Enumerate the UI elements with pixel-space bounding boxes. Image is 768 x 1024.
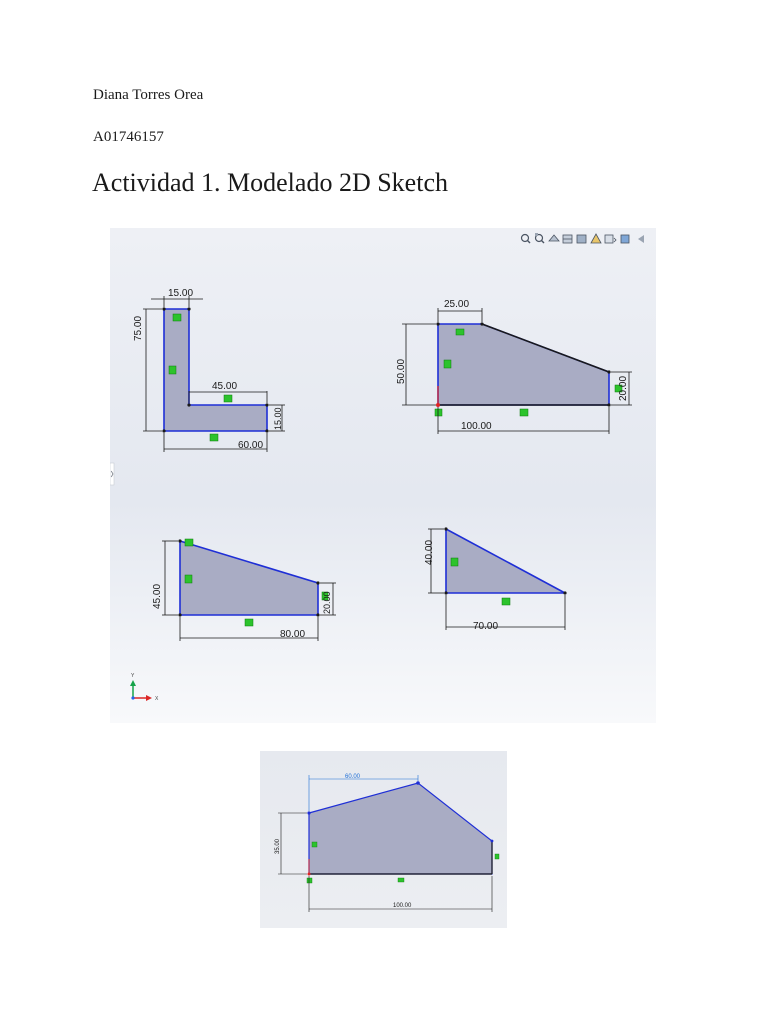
view-orientation-icon[interactable] bbox=[577, 235, 586, 243]
axis-y-label: Y bbox=[131, 673, 135, 679]
dim-trap-bottom-width[interactable]: 100.00 bbox=[461, 421, 492, 432]
sketch-screenshot-1 bbox=[110, 228, 656, 723]
dim-slant-right-height[interactable]: 20.00 bbox=[322, 591, 332, 614]
dim-left-height[interactable]: 35.00 bbox=[275, 838, 281, 854]
sketch-screenshot-2 bbox=[260, 751, 507, 928]
dim-trap-top-width[interactable]: 25.00 bbox=[444, 299, 470, 310]
dim-l-bottom-width[interactable]: 60.00 bbox=[238, 440, 264, 451]
dim-slant-bottom-width[interactable]: 80.00 bbox=[280, 629, 306, 640]
dim-top-span[interactable]: 60.00 bbox=[345, 774, 361, 780]
section-view-icon[interactable] bbox=[563, 235, 572, 243]
dim-trap-left-height[interactable]: 50.00 bbox=[396, 358, 407, 384]
author-name: Diana Torres Orea bbox=[93, 87, 204, 103]
dim-slant-left-height[interactable]: 45.00 bbox=[152, 583, 163, 609]
dim-l-height[interactable]: 75.00 bbox=[133, 315, 144, 341]
dim-l-inner-width[interactable]: 45.00 bbox=[212, 381, 238, 392]
dim-l-right-height[interactable]: 15.00 bbox=[273, 407, 283, 430]
dim-bottom-width[interactable]: 100.00 bbox=[393, 903, 412, 909]
viewport-background bbox=[110, 228, 656, 723]
dim-tri-base[interactable]: 70.00 bbox=[473, 621, 499, 632]
axis-x-label: X bbox=[155, 696, 159, 702]
dim-l-top-width[interactable]: 15.00 bbox=[168, 288, 194, 299]
dim-trap-right-height[interactable]: 20.00 bbox=[618, 375, 629, 401]
page-title: Actividad 1. Modelado 2D Sketch bbox=[92, 168, 448, 197]
dim-tri-height[interactable]: 40.00 bbox=[424, 539, 435, 565]
edit-appearance-icon[interactable] bbox=[621, 235, 629, 243]
panel-collapse-handle[interactable] bbox=[110, 463, 114, 485]
student-id: A01746157 bbox=[93, 129, 164, 145]
